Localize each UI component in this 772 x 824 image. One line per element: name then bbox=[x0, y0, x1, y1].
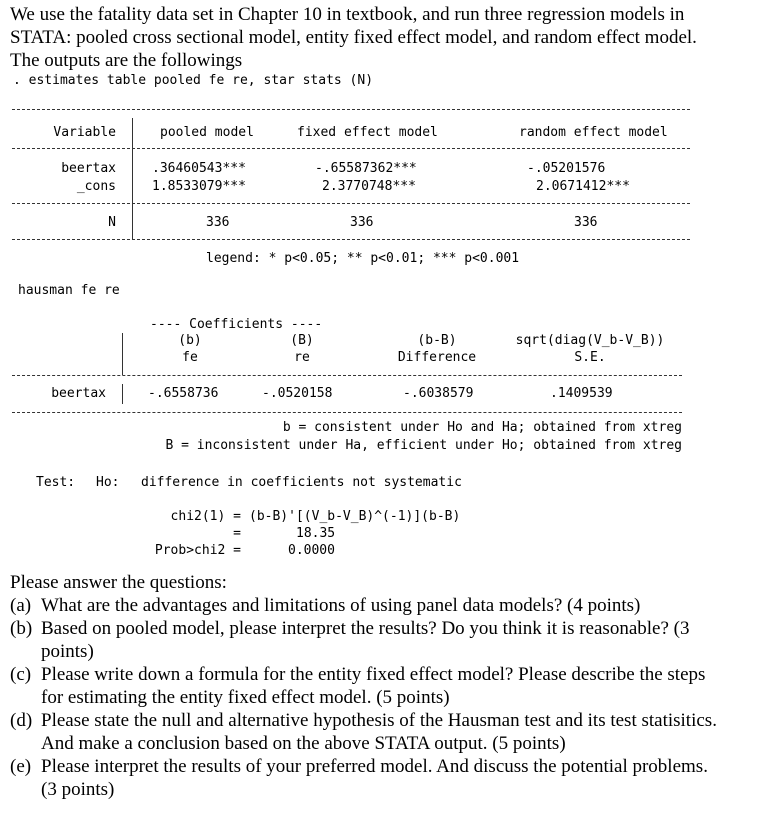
chi2-value: 18.35 bbox=[296, 526, 336, 541]
question-text: Please interpret the results of your preferred model. And discuss the potential problems. bbox=[41, 756, 708, 777]
question-label: (d) bbox=[10, 710, 33, 731]
intro-line-2: STATA: pooled cross sectional model, entity fixed effect model, and random effect model. bbox=[10, 27, 697, 48]
cell-re-cons: 2.0671412*** bbox=[536, 179, 630, 194]
chi2-lhs: chi2(1) = bbox=[170, 509, 241, 524]
header-random-effect: random effect model bbox=[519, 125, 668, 140]
question-text-cont: (3 points) bbox=[41, 779, 115, 800]
table-legend: legend: * p<0.05; ** p<0.01; *** p<0.001 bbox=[206, 251, 520, 266]
header-fixed-effect: fixed effect model bbox=[297, 125, 438, 140]
col-diff: (b-B) bbox=[417, 333, 457, 348]
question-e bbox=[10, 756, 762, 800]
chi2-formula: (b-B)'[(V_b-V_B)^(-1)](b-B) bbox=[249, 509, 461, 524]
col-se-sub: S.E. bbox=[574, 350, 606, 365]
question-text-cont: And make a conclusion based on the above STATA output. (5 points) bbox=[41, 733, 566, 754]
test-label: Test: bbox=[36, 475, 76, 490]
cell-fe-n: 336 bbox=[350, 215, 374, 230]
question-label: (e) bbox=[10, 756, 32, 777]
col-se: sqrt(diag(V_b-V_B)) bbox=[515, 333, 665, 348]
cell-pooled-beertax: .36460543*** bbox=[152, 161, 246, 176]
row-var-beertax: beertax bbox=[61, 161, 116, 176]
test-ho: Ho: bbox=[96, 475, 120, 490]
chi2-equals: = bbox=[233, 526, 241, 541]
table-rule bbox=[12, 239, 690, 240]
col-B-sub: re bbox=[294, 350, 310, 365]
cell-fe-beertax: -.65587362*** bbox=[315, 161, 417, 176]
note-b: b = consistent under Ho and Ha; obtained from xtreg bbox=[282, 420, 682, 435]
hausman-cell-se: .1409539 bbox=[550, 386, 613, 401]
question-label: (a) bbox=[10, 595, 32, 616]
question-label: (b) bbox=[10, 618, 33, 639]
hausman-column-divider bbox=[122, 333, 123, 375]
test-statement: difference in coefficients not systematic bbox=[141, 475, 462, 490]
questions-title: Please answer the questions: bbox=[10, 572, 227, 593]
question-label: (c) bbox=[10, 664, 32, 685]
intro-line-3: The outputs are the followings bbox=[10, 50, 243, 71]
prob-lhs: Prob>chi2 = bbox=[154, 543, 241, 558]
col-b-sub: fe bbox=[182, 350, 198, 365]
hausman-rule bbox=[12, 412, 682, 413]
cell-pooled-cons: 1.8533079*** bbox=[152, 179, 246, 194]
question-text-cont: for estimating the entity fixed effect model. (5 points) bbox=[41, 687, 450, 708]
header-variable: Variable bbox=[53, 125, 116, 140]
question-b bbox=[10, 618, 762, 662]
prob-value: 0.0000 bbox=[288, 543, 335, 558]
row-var-n: N bbox=[108, 215, 116, 230]
table-rule bbox=[12, 109, 690, 110]
question-text: Based on pooled model, please interpret the results? Do you think it is reasonable? (3 bbox=[41, 618, 690, 639]
cell-fe-cons: 2.3770748*** bbox=[322, 179, 416, 194]
question-text-cont: points) bbox=[41, 641, 94, 662]
table-rule bbox=[12, 203, 690, 204]
hausman-cell-diff: -.6038579 bbox=[403, 386, 474, 401]
intro-line-1: We use the fatality data set in Chapter 10 in textbook, and run three regression models in bbox=[10, 4, 685, 25]
table-column-divider bbox=[132, 118, 133, 239]
cell-re-beertax: -.05201576 bbox=[527, 161, 606, 176]
coefficients-header: ---- Coefficients ---- bbox=[150, 317, 323, 332]
hausman-cell-B: -.0520158 bbox=[262, 386, 333, 401]
question-d bbox=[10, 710, 762, 754]
question-text: What are the advantages and limitations of using panel data models? (4 points) bbox=[41, 595, 641, 616]
cell-re-n: 336 bbox=[574, 215, 598, 230]
header-pooled: pooled model bbox=[160, 125, 254, 140]
cell-pooled-n: 336 bbox=[206, 215, 230, 230]
question-c bbox=[10, 664, 762, 708]
table-rule bbox=[12, 148, 690, 149]
note-B: B = inconsistent under Ha, efficient under Ho; obtained from xtreg bbox=[165, 438, 682, 453]
stata-command-hausman: hausman fe re bbox=[18, 283, 120, 298]
question-text: Please write down a formula for the entity fixed effect model? Please describe the steps bbox=[41, 664, 706, 685]
hausman-cell-b: -.6558736 bbox=[148, 386, 219, 401]
row-var-cons: _cons bbox=[76, 179, 116, 194]
col-B: (B) bbox=[290, 333, 314, 348]
hausman-row-var: beertax bbox=[51, 386, 106, 401]
col-diff-sub: Difference bbox=[397, 350, 477, 365]
hausman-column-divider bbox=[122, 384, 123, 404]
col-b: (b) bbox=[178, 333, 202, 348]
hausman-rule bbox=[12, 375, 682, 376]
stata-command-estimates: . estimates table pooled fe re, star stats (N) bbox=[13, 73, 374, 88]
question-text: Please state the null and alternative hypothesis of the Hausman test and its test statisitics. bbox=[41, 710, 717, 731]
